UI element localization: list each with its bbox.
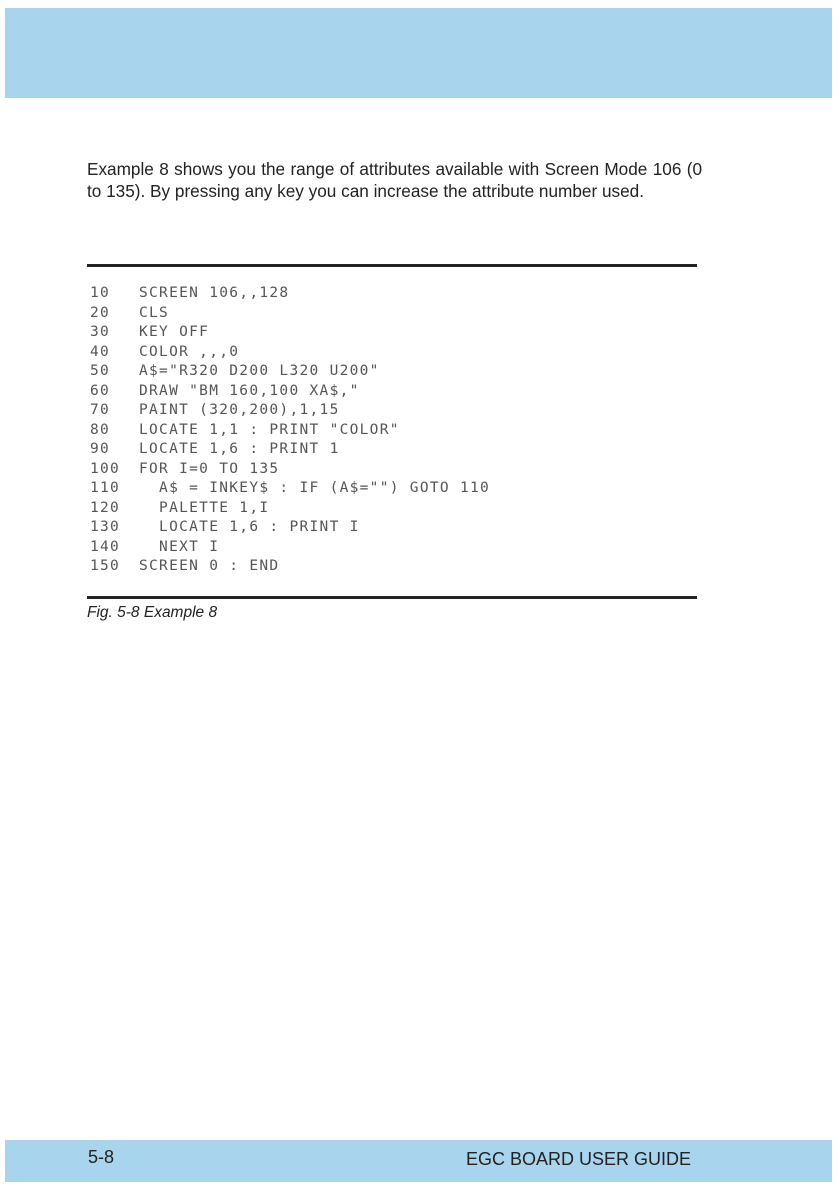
code-text: DRAW "BM 160,100 XA$," <box>139 382 360 399</box>
line-number: 140 <box>90 538 121 555</box>
intro-paragraph: Example 8 shows you the range of attributes available with Screen Mode 106 (0 to 135). By pressing any key you can increase the attribute number used. <box>87 159 702 201</box>
code-text: COLOR ,,,0 <box>139 343 240 360</box>
code-text: A$ = INKEY$ : IF (A$="") GOTO 110 <box>139 480 491 496</box>
line-number: 110 <box>90 480 121 496</box>
line-number: 30 <box>90 324 111 340</box>
line-number: 80 <box>90 421 111 438</box>
line-number: 130 <box>90 519 121 535</box>
code-line <box>90 557 490 577</box>
code-text: LOCATE 1,6 : PRINT 1 <box>139 441 340 457</box>
line-number: 10 <box>90 285 111 301</box>
listing-bottom-rule <box>87 596 697 599</box>
code-text: PAINT (320,200),1,15 <box>139 402 340 418</box>
line-number: 70 <box>90 402 111 418</box>
line-number: 90 <box>90 441 111 457</box>
code-text: A$="R320 D200 L320 U200" <box>139 363 380 379</box>
code-line <box>90 421 490 441</box>
code-line <box>90 343 490 363</box>
code-line <box>90 460 490 480</box>
page-number: 5-8 <box>88 1147 115 1167</box>
code-text: PALETTE 1,I <box>139 499 270 516</box>
code-line <box>90 284 490 304</box>
footer-title: EGC BOARD USER GUIDE <box>465 1149 691 1169</box>
code-line <box>90 401 490 421</box>
code-line <box>90 304 490 324</box>
code-line <box>90 499 490 519</box>
line-number: 40 <box>90 343 111 360</box>
line-number: 20 <box>90 304 111 321</box>
code-listing <box>90 284 490 577</box>
footer-band <box>5 1140 832 1182</box>
code-text: LOCATE 1,6 : PRINT I <box>139 519 360 535</box>
line-number: 120 <box>90 499 121 516</box>
code-line <box>90 362 490 382</box>
code-text: KEY OFF <box>139 324 210 340</box>
code-text: FOR I=0 TO 135 <box>139 460 280 477</box>
code-line <box>90 538 490 558</box>
line-number: 150 <box>90 558 121 574</box>
code-text: CLS <box>139 304 170 321</box>
listing-top-rule <box>87 264 697 267</box>
code-text: SCREEN 106,,128 <box>139 285 290 301</box>
code-line <box>90 440 490 460</box>
code-line <box>90 479 490 499</box>
line-number: 100 <box>90 460 121 477</box>
code-text: NEXT I <box>139 538 220 555</box>
code-line <box>90 518 490 538</box>
code-line <box>90 323 490 343</box>
header-band <box>5 8 832 98</box>
line-number: 60 <box>90 382 111 399</box>
figure-caption: Fig. 5-8 Example 8 <box>87 604 218 621</box>
line-number: 50 <box>90 363 111 379</box>
code-line <box>90 382 490 402</box>
code-text: SCREEN 0 : END <box>139 558 280 574</box>
code-text: LOCATE 1,1 : PRINT "COLOR" <box>139 421 400 438</box>
